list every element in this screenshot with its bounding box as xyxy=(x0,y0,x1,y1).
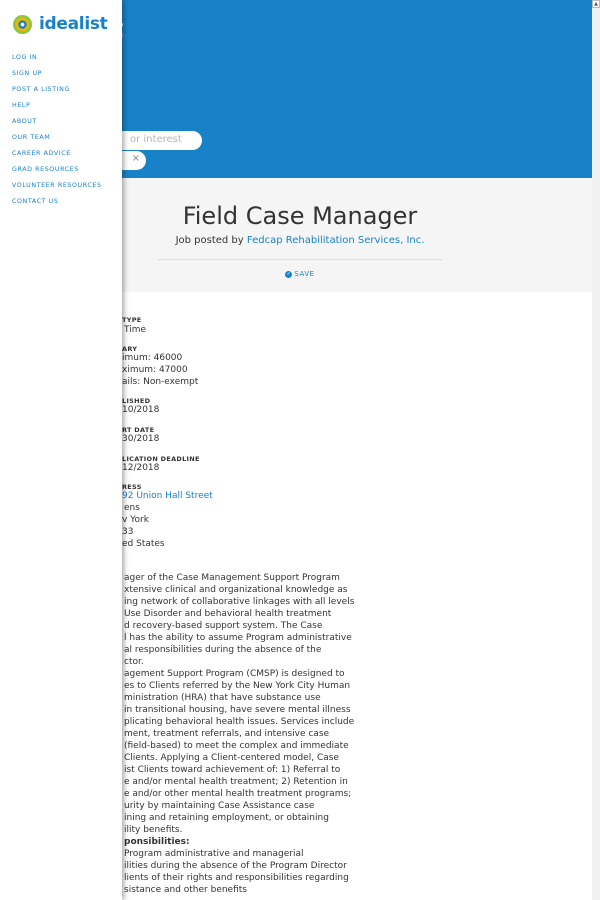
sidebar-item-contact-us[interactable]: CONTACT US xyxy=(12,198,59,205)
job-type-label: TYPE xyxy=(122,316,142,324)
description-line: ining and retaining employment, or obtaining xyxy=(124,813,329,823)
sidebar-item-volunteer-resources[interactable]: VOLUNTEER RESOURCES xyxy=(12,182,102,189)
address-country: ed States xyxy=(122,539,165,549)
idealist-logo-icon xyxy=(12,14,33,35)
description-line: d recovery-based support system. The Case xyxy=(124,621,323,631)
address-zip: 33 xyxy=(122,527,134,537)
sidebar-item-post-listing[interactable]: POST A LISTING xyxy=(12,86,70,93)
page-title: Field Case Manager xyxy=(182,202,418,230)
sidebar-item-sign-up[interactable]: SIGN UP xyxy=(12,70,43,77)
description-line: ility benefits. xyxy=(124,825,183,835)
description-line: xtensive clinical and organizational knowledge as xyxy=(124,585,348,595)
organization-link[interactable]: Fedcap Rehabilitation Services, Inc. xyxy=(246,235,425,246)
logo-text: idealist xyxy=(39,14,108,34)
sidebar-item-career-advice[interactable]: CAREER ADVICE xyxy=(12,150,71,157)
check-circle-icon: ✓ xyxy=(286,270,292,277)
description-line: urity by maintaining Case Assistance case xyxy=(124,801,315,811)
description-line: ctor. xyxy=(124,657,144,667)
description-line: ing network of collaborative linkages with all levels xyxy=(124,597,355,607)
description-line: l has the ability to assume Program administrative xyxy=(124,633,352,643)
scroll-up-arrow-icon[interactable]: ▲ xyxy=(592,0,600,8)
description-line: ist Clients toward achievement of: 1) Referral to xyxy=(124,765,341,775)
salary-max: ximum: 47000 xyxy=(122,365,188,375)
description-line: e and/or other mental health treatment programs; xyxy=(124,789,352,799)
close-icon[interactable]: × xyxy=(131,153,140,164)
sidebar-drawer xyxy=(0,0,122,900)
description-line: ager of the Case Management Support Program xyxy=(124,573,340,583)
sidebar-item-help[interactable]: HELP xyxy=(12,102,31,109)
description-line: lients of their rights and responsibilities regarding xyxy=(124,873,349,883)
job-type-value: Time xyxy=(124,325,147,335)
sidebar-item-log-in[interactable]: LOG IN xyxy=(12,54,38,61)
deadline-value: 12/2018 xyxy=(122,463,160,473)
description-line: al responsibilities during the absence of the xyxy=(124,645,322,655)
divider xyxy=(157,259,443,260)
description-line: ministration (HRA) that have substance use xyxy=(124,693,321,703)
address-state: v York xyxy=(122,515,149,525)
description-line: Clients. Applying a Client-centered model, Case xyxy=(124,753,339,763)
description-line: Use Disorder and behavioral health treatment xyxy=(124,609,332,619)
description-line: in transitional housing, have severe mental illness xyxy=(124,705,351,715)
save-label: SAVE xyxy=(294,270,315,278)
published-value: 10/2018 xyxy=(122,405,160,415)
description-line: (field-based) to meet the complex and immediate xyxy=(124,741,349,751)
description-line: es to Clients referred by the New York City Human xyxy=(124,681,351,691)
address-street-link[interactable]: 92 Union Hall Street xyxy=(122,491,213,501)
description-line: plicating behavioral health issues. Services include xyxy=(124,717,355,727)
description-line: e and/or mental health treatment; 2) Retention in xyxy=(124,777,348,787)
posted-by-prefix: Job posted by xyxy=(175,235,247,246)
description-line: ilities during the absence of the Program Director xyxy=(124,861,347,871)
description-line: ment, treatment referrals, and intensive case xyxy=(124,729,330,739)
salary-min: imum: 46000 xyxy=(122,353,183,363)
description-line: sistance and other benefits xyxy=(124,885,247,895)
sidebar-item-about[interactable]: ABOUT xyxy=(12,118,37,125)
address-label: RESS xyxy=(122,483,142,491)
description-line: agement Support Program (CMSP) is designed to xyxy=(124,669,345,679)
search-placeholder: or interest xyxy=(130,134,182,145)
published-label: LISHED xyxy=(122,397,151,405)
address-city: ens xyxy=(124,503,140,513)
description-line: Program administrative and managerial xyxy=(124,849,304,859)
deadline-label: LICATION DEADLINE xyxy=(122,455,200,463)
responsibilities-heading: ponsibilities: xyxy=(124,837,190,847)
start-date-label: RT DATE xyxy=(122,426,155,434)
start-date-value: 30/2018 xyxy=(122,434,160,444)
sidebar-item-grad-resources[interactable]: GRAD RESOURCES xyxy=(12,166,79,173)
page-scrollbar[interactable] xyxy=(592,0,600,900)
salary-details: ails: Non-exempt xyxy=(122,377,199,387)
sidebar-item-our-team[interactable]: OUR TEAM xyxy=(12,134,51,141)
salary-label: ARY xyxy=(122,345,138,353)
